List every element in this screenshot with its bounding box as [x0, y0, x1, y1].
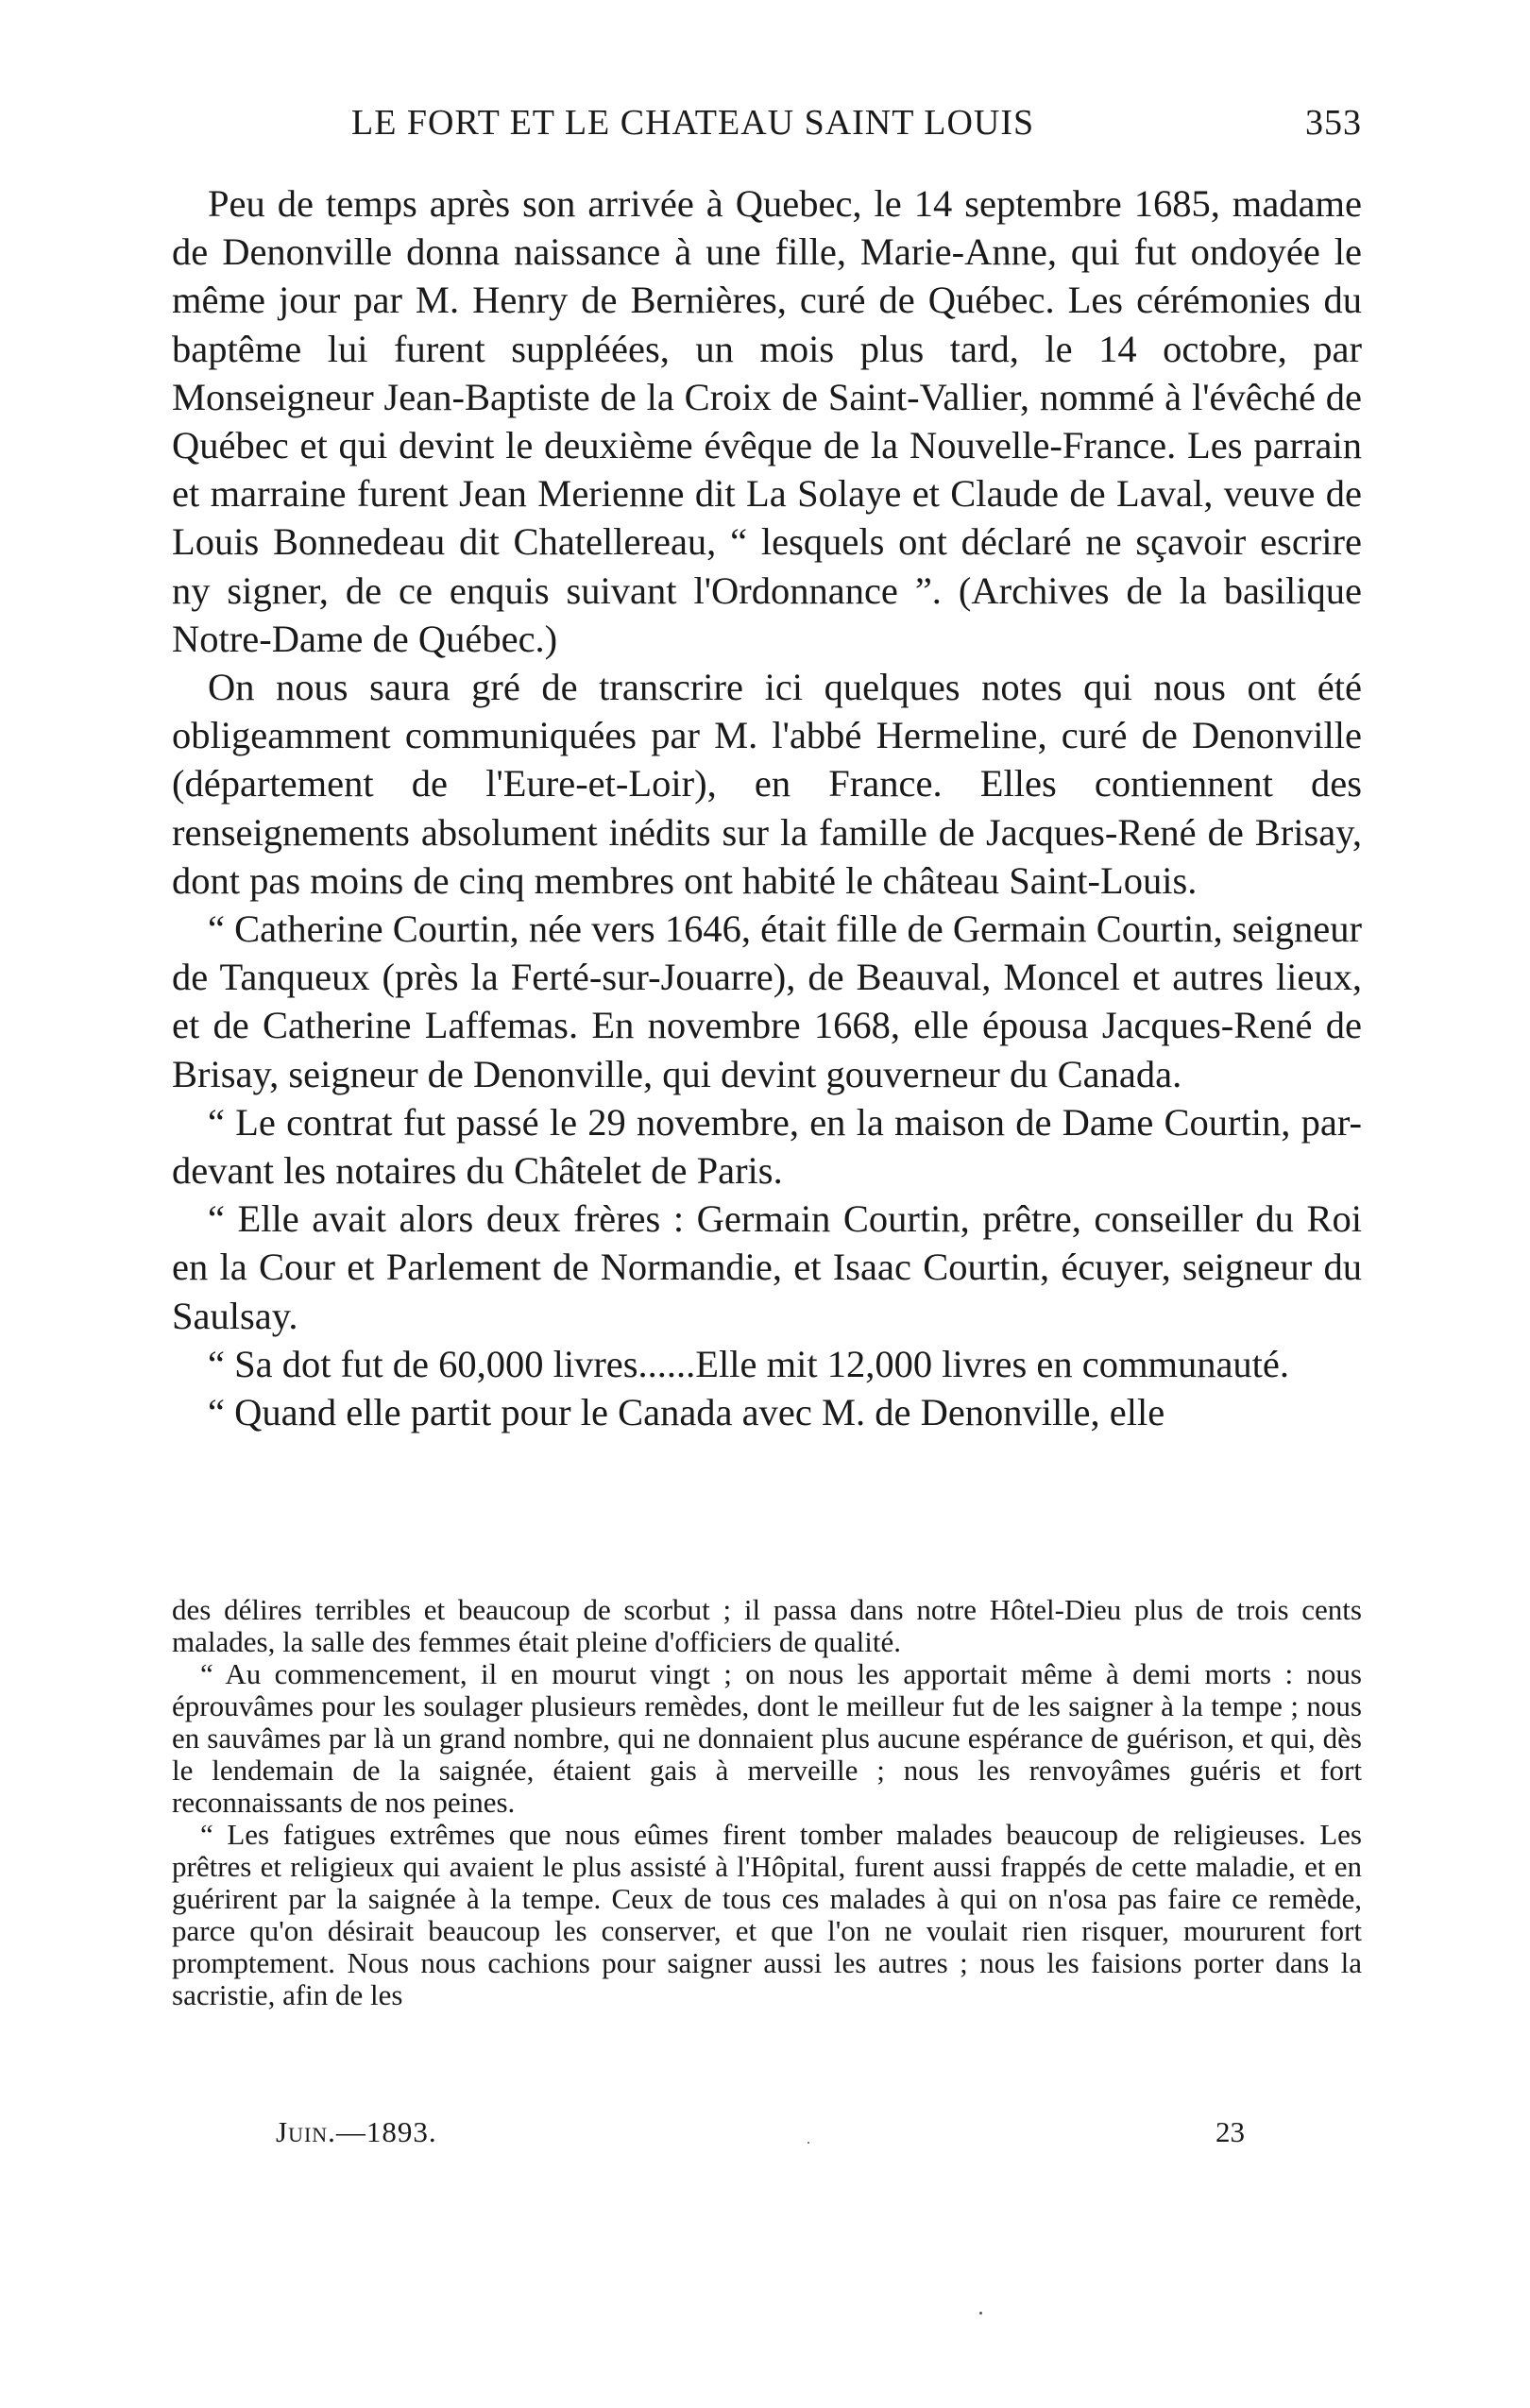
paper-speck	[979, 2312, 982, 2315]
paragraph-departure-for-canada: “ Quand elle partit pour le Canada avec M. de Denonville, elle	[208, 1391, 1165, 1434]
signature-date: Juin.—1893.	[276, 2115, 437, 2148]
paper-speck	[808, 2142, 809, 2144]
footnotes	[172, 1594, 1362, 2011]
paragraph-birth-of-marie-anne: Peu de temps après son arrivée à Quebec, le 14 septembre 1685, madame de Denonville donna naissance à une fille, Marie-Anne, qui fut ondoyée le même jour par M. Henry de Bernières, curé de Québec. Les cérémonies du baptême lui furent suppléées, un mois plus tard, le 14 octobre, par Monseigneur Jean-Baptiste de la Croix de Saint-Vallier, nommé à l'évêché de Québec et qui devint le deuxième évêque de la Nouvelle-France. Les parrain et marraine furent Jean Merienne dit La Solaye et Claude de Laval, veuve de Louis Bonnedeau dit Chatellereau, “ lesquels ont déclaré ne sçavoir escrire ny signer, de ce enquis suivant l'Ordonnance ”. (Archives de la basilique Notre-Dame de Québec.)	[172, 182, 1362, 660]
page-header	[172, 102, 1362, 151]
signature-number: 23	[1216, 2115, 1245, 2148]
paragraph-brothers: “ Elle avait alors deux frères : Germain Courtin, prêtre, conseiller du Roi en la Cour et Parlement de Normandie, et Isaac Courtin, écuyer, seigneur du Saulsay.	[172, 1197, 1362, 1337]
paragraph-abbe-hermeline-notes: On nous saura gré de transcrire ici quelques notes qui nous ont été obligeamment communiquées par M. l'abbé Hermeline, curé de Denonville (département de l'Eure-et-Loir), en France. Elles contiennent des renseignements absolument inédits sur la famille de Jacques-René de Brisay, dont pas moins de cinq membres ont habité le château Saint-Louis.	[172, 666, 1362, 902]
footnote-paragraph: des délires terribles et beaucoup de scorbut ; il passa dans notre Hôtel-Dieu plus de trois cents malades, la salle des femmes était pleine d'officiers de qualité.	[172, 1593, 1362, 1658]
signature-line	[172, 2115, 1362, 2153]
footnote-paragraph: “ Les fatigues extrêmes que nous eûmes firent tomber malades beaucoup de religieuses. Les prêtres et religieux qui avaient le plus assisté à l'Hôpital, furent aussi frappés de cette maladie, et en guérirent par la saignée à la tempe. Ceux de tous ces malades à qui on n'osa pas faire ce remède, parce qu'on désirait beaucoup les conserver, et que l'on ne voulait rien risquer, moururent fort promptement. Nous nous cachions pour saigner aussi les autres ; nous les faisions porter dans la sacristie, afin de les	[172, 1818, 1362, 2011]
footnote-paragraph: “ Au commencement, il en mourut vingt ; on nous les apportait même à demi morts : nous éprouvâmes pour les soulager plusieurs remèdes, dont le meilleur fut de les saigner à la tempe ; nous en sauvâmes par là un grand nombre, qui ne donnaient plus aucune espérance de guérison, et qui, dès le lendemain de la saignée, étaient gais à merveille ; nous les renvoyâmes guéris et fort reconnaissants de nos peines.	[172, 1657, 1362, 1819]
paragraph-marriage-contract: “ Le contrat fut passé le 29 novembre, en la maison de Dame Courtin, par-devant les notaires du Châtelet de Paris.	[172, 1100, 1362, 1193]
page-number: 353	[1305, 103, 1362, 143]
running-title: LE FORT ET LE CHATEAU SAINT LOUIS	[351, 103, 1035, 143]
book-page	[172, 0, 1362, 2408]
paragraph-catherine-courtin: “ Catherine Courtin, née vers 1646, était fille de Germain Courtin, seigneur de Tanqueux (près la Ferté-sur-Jouarre), de Beauval, Moncel et autres lieux, et de Catherine Laffemas. En novembre 1668, elle épousa Jacques-René de Brisay, seigneur de Denonville, qui devint gouverneur du Canada.	[172, 907, 1362, 1095]
main-text	[172, 179, 1362, 1436]
paragraph-dowry: “ Sa dot fut de 60,000 livres......Elle mit 12,000 livres en communauté.	[208, 1342, 1290, 1385]
